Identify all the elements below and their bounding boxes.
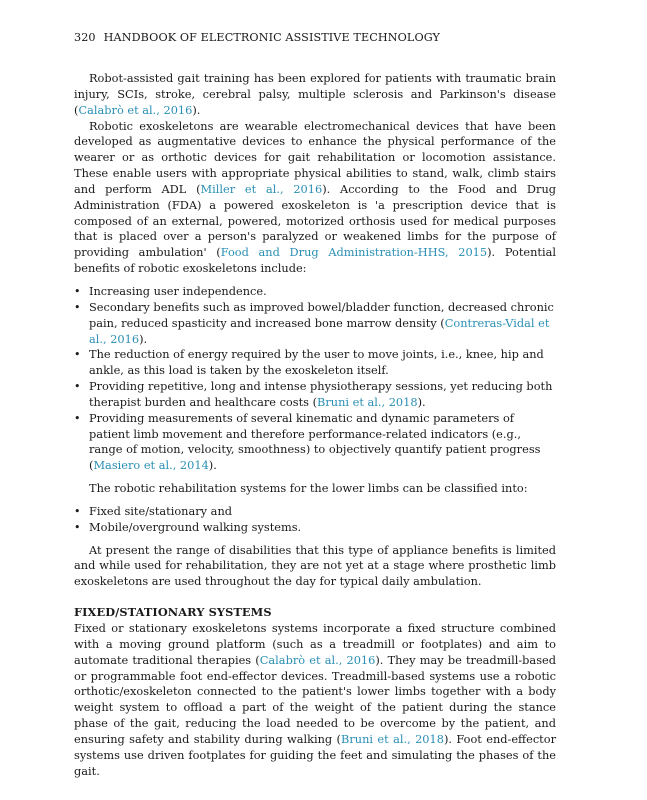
paragraph-gait-training	[74, 71, 556, 119]
citation-link[interactable]: Calabrò et al., 2016	[78, 102, 193, 117]
citation-link[interactable]: Bruni et al., 2018	[341, 731, 444, 746]
list-item-text: Mobile/overground walking systems.	[89, 519, 302, 534]
running-head	[74, 29, 556, 47]
paragraph-classification: The robotic rehabilitation systems for the lower limbs can be classified into:	[89, 481, 528, 496]
list-item-text: The reduction of energy required by the user to move joints, i.e., knee, hip and ankle, as this load is taken by the exoskeleton itself.	[89, 347, 544, 378]
list-item	[74, 379, 556, 411]
bullet-icon: •	[74, 520, 81, 534]
paragraph-text: Robot-assisted gait training has been explored for patients with traumatic brain injury, SCIs, stroke, cerebral palsy, multiple sclerosis and Parkinson's disease (	[74, 71, 556, 117]
bullet-icon: •	[74, 504, 81, 518]
citation-link[interactable]: Masiero et al., 2014	[93, 458, 209, 473]
list-item	[74, 347, 556, 379]
list-item-text: Increasing user independence.	[89, 283, 267, 298]
list-item-text: Providing repetitive, long and intense physiotherapy sessions, yet reducing both therapist burden and healthcare costs (	[89, 379, 553, 409]
list-item-text: ).	[208, 458, 217, 473]
paragraph-fixed-systems	[74, 621, 556, 779]
list-item	[74, 411, 556, 474]
list-item	[74, 284, 556, 300]
paragraph-text: Fixed or stationary exoskeletons systems incorporate a fixed structure combined with a moving ground platform (such as a treadmill or footplates) and aim to automate traditional therapies (	[74, 621, 556, 667]
paragraph-text: ). According to the Food and Drug Administration (FDA) a powered exoskeleton is 'a prescription device that is composed of an external, powered, motorized orthosis used for medical purposes that is placed over a person's paralyzed or weakened limbs for the purpose of providing ambulation' (	[74, 181, 557, 260]
paragraph-text: ). Foot end-effector systems use driven footplates for guiding the feet and simulating the phases of the gait.	[74, 731, 556, 778]
paragraph-disabilities: At present the range of disabilities that this type of appliance benefits is limited and while used for rehabilitation, they are not yet at a stage where prosthetic limb exoskeletons are used throughout the day for typical daily ambulation.	[74, 542, 556, 589]
section-heading: FIXED/STATIONARY SYSTEMS	[74, 605, 272, 620]
bullet-icon: •	[74, 380, 81, 394]
book-title: HANDBOOK OF ELECTRONIC ASSISTIVE TECHNOLOGY	[103, 31, 441, 44]
list-item-text: Secondary benefits such as improved bowel/bladder function, decreased chronic pain, reduced spasticity and increased bone marrow density (	[89, 299, 554, 330]
page-number: 320	[74, 31, 96, 44]
paragraph-text: Robotic exoskeletons are wearable electromechanical devices that have been developed as augmentative devices to enhance the physical performance of the wearer or as orthotic devices for gait rehabilitation or locomotion assistance. These enable users with appropriate physical abilities to stand, walk, climb stairs and perform ADL (	[74, 118, 556, 196]
list-item	[74, 300, 556, 348]
bullet-icon: •	[74, 411, 81, 425]
classification-list	[74, 504, 556, 536]
citation-link[interactable]: Calabrò et al., 2016	[259, 652, 376, 667]
benefits-list	[74, 284, 556, 474]
paragraph-text: ). They may be treadmill-based or programmable foot end-effector devices. Treadmill-based systems use a robotic orthotic/exoskeleton connected to the patient's lower limbs together with a body weight system to offload a part of the weight of the patient during the stance phase of the gait, reducing the load needed to be overcome by the patient, and ensuring safety and stability during walking (	[74, 652, 556, 746]
paragraph-text: ). Potential benefits of robotic exoskeletons include:	[74, 245, 556, 276]
citation-link[interactable]: Food and Drug Administration-HHS, 2015	[220, 245, 488, 260]
bullet-icon: •	[74, 300, 81, 314]
citation-link[interactable]: Bruni et al., 2018	[317, 394, 418, 409]
list-item	[74, 504, 556, 520]
citation-link[interactable]: Contreras-Vidal et al., 2016	[89, 315, 550, 346]
bullet-icon: •	[74, 284, 81, 298]
citation-link[interactable]: Miller et al., 2016	[200, 181, 323, 196]
list-item-text: ).	[139, 331, 148, 346]
list-item	[74, 520, 556, 536]
paragraph-text: ).	[192, 102, 201, 117]
list-item-text: Providing measurements of several kinematic and dynamic parameters of patient limb movement and therefore performance-related indicators (e.g., range of motion, velocity, smoothness) to objectively quantify patient progress (	[89, 410, 541, 473]
book-page	[74, 29, 556, 779]
list-item-text: Fixed site/stationary and	[89, 503, 233, 518]
list-item-text: ).	[417, 394, 426, 409]
bullet-icon: •	[74, 348, 81, 362]
paragraph-exoskeletons	[74, 119, 556, 277]
